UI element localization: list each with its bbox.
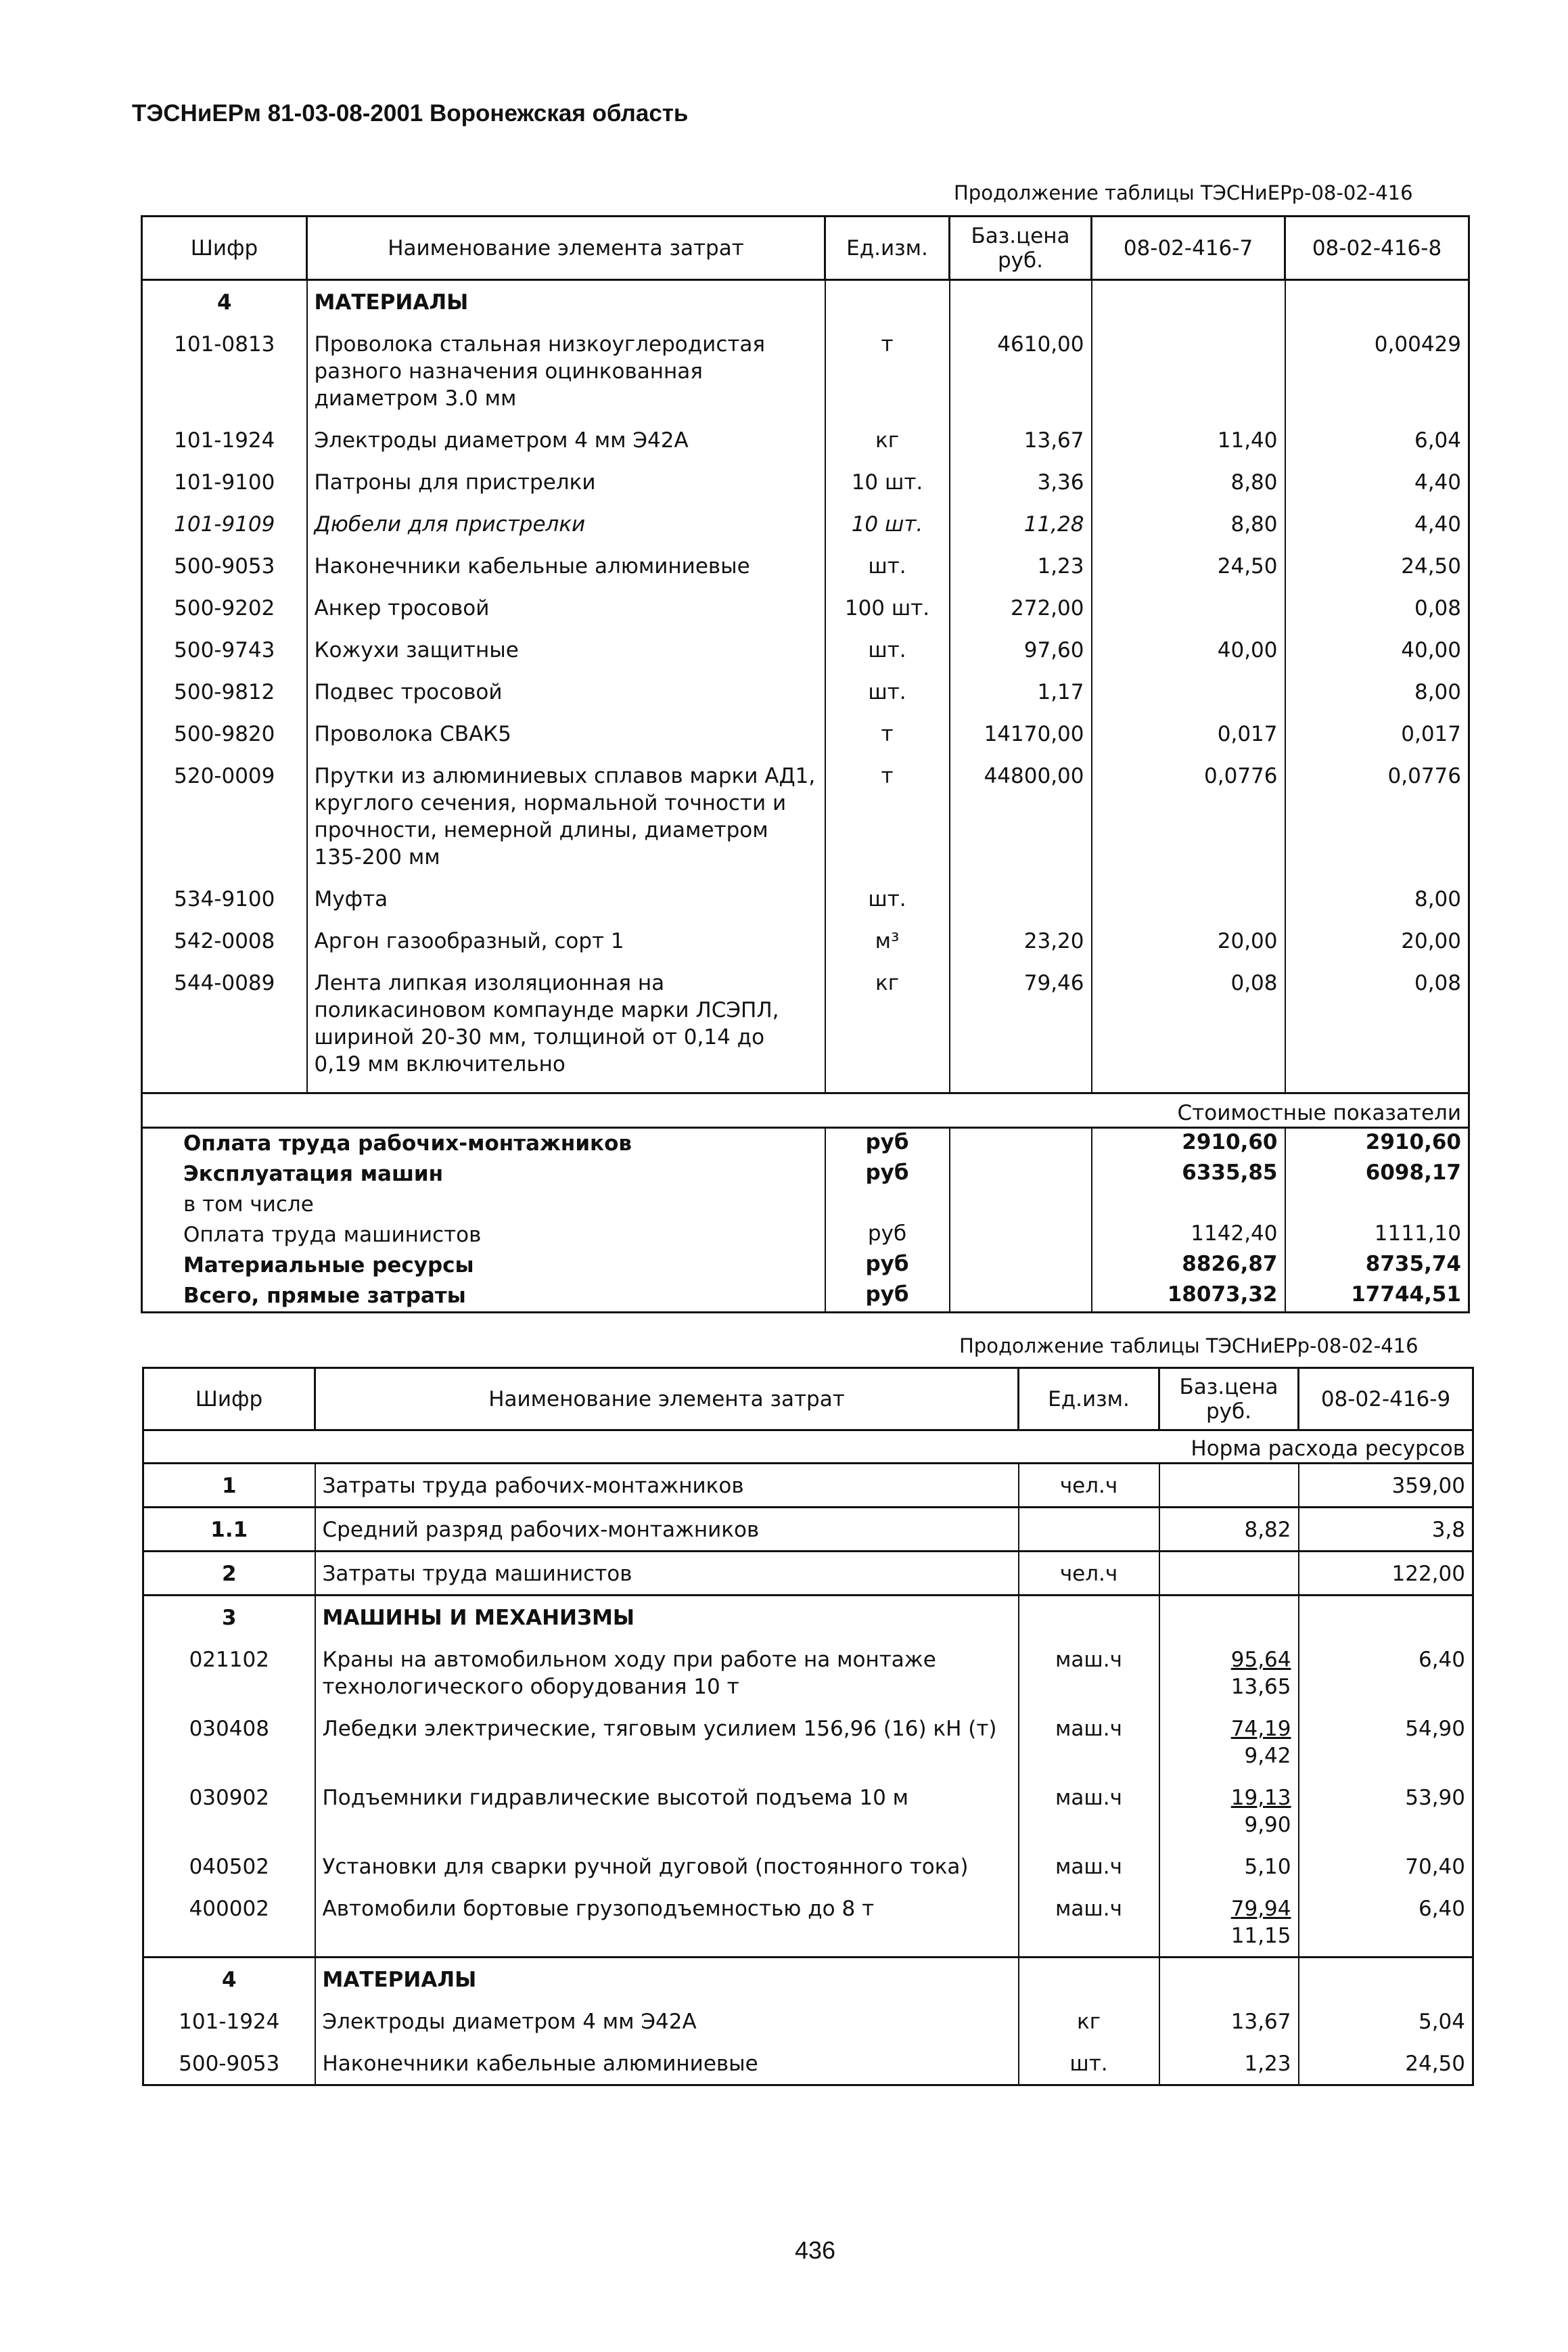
- cost-label: Оплата труда рабочих-монтажников: [142, 1127, 825, 1159]
- row-unit: [1019, 1508, 1159, 1552]
- row-price: [950, 878, 1092, 920]
- col-header-price: Баз.цена руб.: [1159, 1368, 1299, 1430]
- price-value: 19,13: [1230, 1786, 1291, 1810]
- table-row: [143, 1552, 1473, 1596]
- row-code: 500-9812: [174, 680, 275, 704]
- price-value: 8,82: [1244, 1518, 1291, 1542]
- row-price: 97,60: [950, 629, 1092, 671]
- row-unit: шт.: [825, 878, 950, 920]
- row-unit: кг: [825, 419, 950, 461]
- row-value-416-7: 8,80: [1092, 503, 1285, 545]
- row-value-416-7: 11,40: [1092, 419, 1285, 461]
- col-header-code: Шифр: [142, 217, 307, 280]
- row-norm-value: 6,40: [1299, 1638, 1473, 1707]
- row-unit: маш.ч: [1019, 1776, 1159, 1845]
- table-row: [142, 545, 1469, 587]
- section-code: 4: [143, 1958, 315, 2001]
- table1: [141, 215, 1470, 1313]
- norm-title: Норма расхода ресурсов: [1159, 1430, 1473, 1464]
- row-value-416-8: 0,08: [1285, 962, 1469, 1085]
- row-price: 272,00: [950, 587, 1092, 629]
- row-norm-value: 6,40: [1299, 1887, 1473, 1958]
- table-row: [142, 754, 1469, 878]
- table-row: [142, 629, 1469, 671]
- cost-value-416-7: 18073,32: [1092, 1281, 1285, 1313]
- row-price: 13,67: [1159, 2000, 1299, 2042]
- row-code: 544-0089: [174, 971, 275, 995]
- row-code: 030408: [189, 1717, 269, 1741]
- col-header-416-9: 08-02-416-9: [1299, 1368, 1473, 1430]
- cost-value-416-7: 2910,60: [1092, 1127, 1285, 1159]
- cost-empty: [950, 1159, 1092, 1190]
- row-name: Наконечники кабельные алюминиевые: [307, 545, 825, 587]
- row-name: Лебедки электрические, тяговым усилием 156,96 (16) кН (т): [315, 1707, 1019, 1776]
- table-row: [143, 1845, 1473, 1887]
- row-unit: шт.: [825, 545, 950, 587]
- row-value-416-7: 0,08: [1092, 962, 1285, 1085]
- cost-value-416-8: 6098,17: [1285, 1159, 1469, 1190]
- row-norm-value: 70,40: [1299, 1845, 1473, 1887]
- row-value-416-7: [1092, 671, 1285, 713]
- row-value-416-8: 8,00: [1285, 878, 1469, 920]
- cost-label: Материальные ресурсы: [183, 1252, 474, 1277]
- row-value-416-8: 0,00429: [1285, 323, 1469, 419]
- row-name: Затраты труда машинистов: [315, 1552, 1019, 1596]
- row-price: 3,36: [950, 461, 1092, 503]
- row-unit: м³: [825, 920, 950, 962]
- row-unit: маш.ч: [1019, 1638, 1159, 1707]
- table-row: [142, 419, 1469, 461]
- table-row: [142, 461, 1469, 503]
- row-value-416-8: 0,0776: [1285, 754, 1469, 878]
- price-value: 79,94: [1230, 1897, 1291, 1921]
- row-unit: шт.: [825, 671, 950, 713]
- row-value-416-7: [1092, 587, 1285, 629]
- row-value-416-8: 4,40: [1285, 461, 1469, 503]
- row-price: 79,46: [950, 962, 1092, 1085]
- table-row: [142, 962, 1469, 1085]
- row-price: 1,23: [1159, 2042, 1299, 2085]
- cost-empty: [950, 1220, 1092, 1250]
- section-code: 3: [143, 1596, 315, 1639]
- row-name: Электроды диаметром 4 мм Э42А: [315, 2000, 1019, 2042]
- row-name: Электроды диаметром 4 мм Э42А: [307, 419, 825, 461]
- row-value-416-8: 0,08: [1285, 587, 1469, 629]
- row-price: 1,23: [950, 545, 1092, 587]
- row-unit: шт.: [825, 629, 950, 671]
- row-price: [1159, 1845, 1299, 1887]
- row-norm-value: 5,04: [1299, 2000, 1473, 2042]
- row-name: Наконечники кабельные алюминиевые: [315, 2042, 1019, 2085]
- row-code: 500-9202: [174, 596, 275, 620]
- section-code: 4: [216, 290, 232, 315]
- row-norm-value: 24,50: [1299, 2042, 1473, 2085]
- table-row: [143, 2000, 1473, 2042]
- row-code: 500-9743: [174, 638, 275, 662]
- cost-row: [142, 1281, 1469, 1313]
- row-code: 101-9109: [174, 512, 275, 537]
- row-price: [1159, 1776, 1299, 1845]
- row-name: Аргон газообразный, сорт 1: [307, 920, 825, 962]
- row-code: 030902: [189, 1786, 269, 1810]
- table-row: [142, 323, 1469, 419]
- row-unit: 100 шт.: [825, 587, 950, 629]
- row-code: 1.1: [143, 1508, 315, 1552]
- cost-row: [142, 1127, 1469, 1159]
- table-row: [143, 1638, 1473, 1707]
- row-name: Подъемники гидравлические высотой подъема 10 м: [315, 1776, 1019, 1845]
- row-name: Кожухи защитные: [307, 629, 825, 671]
- price-salary-value: 9,90: [1244, 1813, 1291, 1837]
- row-code: 101-1924: [174, 428, 275, 453]
- row-value-416-8: 40,00: [1285, 629, 1469, 671]
- cost-value-416-8: 8735,74: [1285, 1250, 1469, 1281]
- table-row: [142, 671, 1469, 713]
- row-name: Установки для сварки ручной дуговой (постоянного тока): [315, 1845, 1019, 1887]
- col-header-unit: Ед.изм.: [825, 217, 950, 280]
- table-row: [143, 2042, 1473, 2085]
- cost-empty: [950, 1250, 1092, 1281]
- row-code: 101-9100: [174, 470, 275, 495]
- row-price: [1159, 1638, 1299, 1707]
- row-unit: кг: [825, 962, 950, 1085]
- cost-value-416-7: [1092, 1190, 1285, 1220]
- row-value-416-8: 20,00: [1285, 920, 1469, 962]
- cost-value-416-8: 17744,51: [1285, 1281, 1469, 1313]
- cost-row: [142, 1220, 1469, 1250]
- section-title: МАШИНЫ И МЕХАНИЗМЫ: [315, 1596, 1019, 1639]
- row-name: Средний разряд рабочих-монтажников: [315, 1508, 1019, 1552]
- row-code: 520-0009: [174, 764, 275, 788]
- cost-value-416-8: [1285, 1190, 1469, 1220]
- row-price: 13,67: [950, 419, 1092, 461]
- row-name: Подвес тросовой: [307, 671, 825, 713]
- row-unit: т: [825, 713, 950, 754]
- price-salary-value: 13,65: [1230, 1675, 1291, 1699]
- table-row: [143, 1508, 1473, 1552]
- row-value-416-8: 6,04: [1285, 419, 1469, 461]
- row-value-416-8: 0,017: [1285, 713, 1469, 754]
- page-number: 436: [795, 2236, 836, 2264]
- row-price: 1,17: [950, 671, 1092, 713]
- row-name: Затраты труда рабочих-монтажников: [315, 1464, 1019, 1508]
- cost-empty: [950, 1281, 1092, 1313]
- col-header-416-7: 08-02-416-7: [1092, 217, 1285, 280]
- row-value-416-7: 20,00: [1092, 920, 1285, 962]
- cost-label: Всего, прямые затраты: [183, 1283, 466, 1308]
- row-value-416-8: 8,00: [1285, 671, 1469, 713]
- row-unit: маш.ч: [1019, 1707, 1159, 1776]
- document-header: ТЭСНиЕРм 81-03-08-2001 Воронежская область: [132, 100, 689, 127]
- row-value-416-7: 8,80: [1092, 461, 1285, 503]
- price-value: 95,64: [1230, 1648, 1291, 1672]
- row-code: 400002: [189, 1897, 269, 1921]
- row-unit: 10 шт.: [825, 503, 950, 545]
- row-value-416-7: 40,00: [1092, 629, 1285, 671]
- row-code: 101-0813: [174, 332, 275, 357]
- row-name: Муфта: [307, 878, 825, 920]
- cost-empty: [950, 1190, 1092, 1220]
- section-title: МАТЕРИАЛЫ: [315, 1958, 1019, 2001]
- row-code: 2: [143, 1552, 315, 1596]
- table-row: [142, 713, 1469, 754]
- row-price: 14170,00: [950, 713, 1092, 754]
- cost-unit: [825, 1190, 950, 1220]
- row-unit: чел.ч: [1019, 1552, 1159, 1596]
- row-norm-value: 359,00: [1299, 1464, 1473, 1508]
- row-value-416-8: 24,50: [1285, 545, 1469, 587]
- row-value-416-8: 4,40: [1285, 503, 1469, 545]
- row-name: Дюбели для пристрелки: [307, 503, 825, 545]
- cost-row: [142, 1190, 1469, 1220]
- row-name: Анкер тросовой: [307, 587, 825, 629]
- cost-unit: руб: [825, 1127, 950, 1159]
- row-unit: маш.ч: [1019, 1845, 1159, 1887]
- row-price: 44800,00: [950, 754, 1092, 878]
- cost-value-416-7: 6335,85: [1092, 1159, 1285, 1190]
- col-header-price: Баз.цена руб.: [950, 217, 1092, 280]
- col-header-unit: Ед.изм.: [1019, 1368, 1159, 1430]
- col-header-416-8: 08-02-416-8: [1285, 217, 1469, 280]
- table-row: [142, 587, 1469, 629]
- section-title: МАТЕРИАЛЫ: [307, 280, 825, 323]
- row-price: [1159, 1552, 1299, 1596]
- col-header-name: Наименование элемента затрат: [315, 1368, 1019, 1430]
- table-row: [142, 503, 1469, 545]
- row-name: Проволока стальная низкоуглеродистая разного назначения оцинкованная диаметром 3.0 мм: [307, 323, 825, 419]
- row-norm-value: 3,8: [1299, 1508, 1473, 1552]
- row-price: [1159, 1707, 1299, 1776]
- row-name: Краны на автомобильном ходу при работе на монтаже технологического оборудования 10 т: [315, 1638, 1019, 1707]
- cost-label: в том числе: [183, 1192, 314, 1217]
- row-price: 11,28: [950, 503, 1092, 545]
- row-norm-value: 54,90: [1299, 1707, 1473, 1776]
- cost-value-416-8: 1111,10: [1285, 1220, 1469, 1250]
- row-name: Патроны для пристрелки: [307, 461, 825, 503]
- row-value-416-7: [1092, 878, 1285, 920]
- row-name: Прутки из алюминиевых сплавов марки АД1, круглого сечения, нормальной точности и прочности, немерной длины, диаметром 135-200 мм: [307, 754, 825, 878]
- price-value: 5,10: [1244, 1855, 1291, 1879]
- row-price: [1159, 1887, 1299, 1958]
- cost-label: Оплата труда машинистов: [183, 1222, 482, 1247]
- row-value-416-7: 0,017: [1092, 713, 1285, 754]
- table-row: [143, 1887, 1473, 1958]
- price-value: 74,19: [1230, 1717, 1291, 1741]
- cost-empty: [950, 1127, 1092, 1159]
- row-unit: т: [825, 323, 950, 419]
- row-price: [1159, 1464, 1299, 1508]
- row-code: 021102: [189, 1648, 269, 1672]
- cost-label: Эксплуатация машин: [183, 1161, 444, 1186]
- row-code: 500-9053: [179, 2052, 280, 2076]
- row-code: 500-9053: [174, 554, 275, 579]
- row-unit: чел.ч: [1019, 1464, 1159, 1508]
- cost-value-416-7: 1142,40: [1092, 1220, 1285, 1250]
- table1-continuation: Продолжение таблицы ТЭСНиЕРр-08-02-416: [954, 181, 1413, 204]
- table-row: [142, 878, 1469, 920]
- row-value-416-7: [1092, 323, 1285, 419]
- row-value-416-7: 24,50: [1092, 545, 1285, 587]
- table-row: [143, 1464, 1473, 1508]
- row-name: Лента липкая изоляционная на поликасиновом компаунде марки ЛСЭПЛ, шириной 20-30 мм, толщиной от 0,14 до 0,19 мм включительно: [307, 962, 825, 1085]
- cost-value-416-8: 2910,60: [1285, 1127, 1469, 1159]
- row-unit: кг: [1019, 2000, 1159, 2042]
- row-name: Автомобили бортовые грузоподъемностью до 8 т: [315, 1887, 1019, 1958]
- row-code: 040502: [189, 1855, 269, 1879]
- table-row: [143, 1707, 1473, 1776]
- table2-continuation: Продолжение таблицы ТЭСНиЕРр-08-02-416: [959, 1334, 1419, 1357]
- row-code: 542-0008: [174, 929, 275, 953]
- row-code: 534-9100: [174, 887, 275, 911]
- row-norm-value: 122,00: [1299, 1552, 1473, 1596]
- row-price: [1159, 1508, 1299, 1552]
- price-salary-value: 9,42: [1244, 1744, 1291, 1768]
- price-salary-value: 11,15: [1230, 1924, 1291, 1948]
- row-unit: маш.ч: [1019, 1887, 1159, 1958]
- cost-unit: руб: [825, 1281, 950, 1313]
- row-code: 1: [143, 1464, 315, 1508]
- row-unit: т: [825, 754, 950, 878]
- cost-unit: руб: [825, 1220, 950, 1250]
- row-price: 4610,00: [950, 323, 1092, 419]
- row-code: 101-1924: [179, 2010, 280, 2034]
- row-price: 23,20: [950, 920, 1092, 962]
- cost-unit: руб: [825, 1250, 950, 1281]
- table-row: [143, 1776, 1473, 1845]
- row-norm-value: 53,90: [1299, 1776, 1473, 1845]
- table-row: [142, 920, 1469, 962]
- cost-unit: руб: [825, 1159, 950, 1190]
- cost-row: [142, 1250, 1469, 1281]
- col-header-code: Шифр: [143, 1368, 315, 1430]
- col-header-name: Наименование элемента затрат: [307, 217, 825, 280]
- table2: [142, 1367, 1474, 2086]
- cost-value-416-7: 8826,87: [1092, 1250, 1285, 1281]
- row-value-416-7: 0,0776: [1092, 754, 1285, 878]
- cost-row: [142, 1159, 1469, 1190]
- row-name: Проволока СВАК5: [307, 713, 825, 754]
- row-code: 500-9820: [174, 722, 275, 746]
- cost-title: Стоимостные показатели: [1092, 1093, 1469, 1127]
- row-unit: шт.: [1019, 2042, 1159, 2085]
- row-unit: 10 шт.: [825, 461, 950, 503]
